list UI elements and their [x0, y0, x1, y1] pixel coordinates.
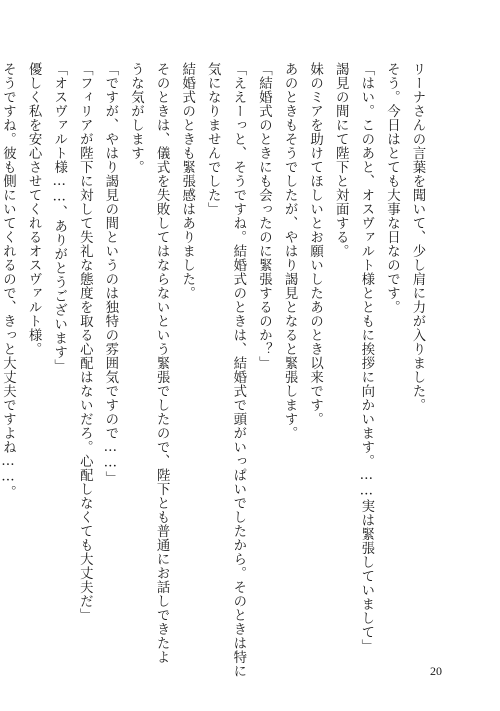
text-line: そう。今日はとても大事な日なのです。	[384, 62, 400, 314]
text-line: 「結婚式のときにも会ったのに緊張するのか？」	[256, 62, 272, 370]
page-number: 20	[430, 664, 442, 678]
text-line: 「ですが、やはり謁見の間というのは独特の雰囲気ですので……」	[102, 62, 118, 486]
text-line: 「フィリアが陛下に対して失礼な態度を取る心配はないだろ。心配しなくても大丈夫だ」	[77, 62, 93, 622]
text-line: 「ええーっと、そうですね。結婚式のときは、結婚式で頭がいっぱいでしたから。そのときは特に	[230, 62, 246, 678]
text-line: 気になりませんでした」	[205, 62, 221, 216]
text-line: そのときは、儀式を失敗してはならないという緊張でしたので、陛下とも普通にお話しできたよ	[154, 62, 170, 664]
text-line: 妹のミアを助けてほしいとお願いしたあのとき以来です。	[307, 62, 323, 426]
text-line: リーナさんの言葉を聞いて、少し肩に力が入りました。	[410, 62, 425, 412]
text-line: そうですね。彼も側にいてくれるので、きっと大丈夫ですよね……。	[0, 62, 16, 500]
text-line: うな気がします。	[128, 62, 144, 174]
text-line: 「はい。このあと、オスヴァルト様とともに挨拶に向かいます。……実は緊張していまして」	[358, 62, 374, 654]
text-line: 優しく私を安心させてくれるオスヴァルト様。	[26, 62, 42, 356]
text-line: 「オスヴァルト様……、ありがとうございます」	[51, 62, 67, 374]
text-line: あのときもそうでしたが、やはり謁見となると緊張します。	[282, 62, 298, 440]
text-line: 結婚式のときも緊張感はありました。	[179, 62, 195, 300]
text-line: 謁見の間にて陛下と対面する。	[333, 62, 349, 258]
vertical-text-block	[0, 62, 430, 678]
